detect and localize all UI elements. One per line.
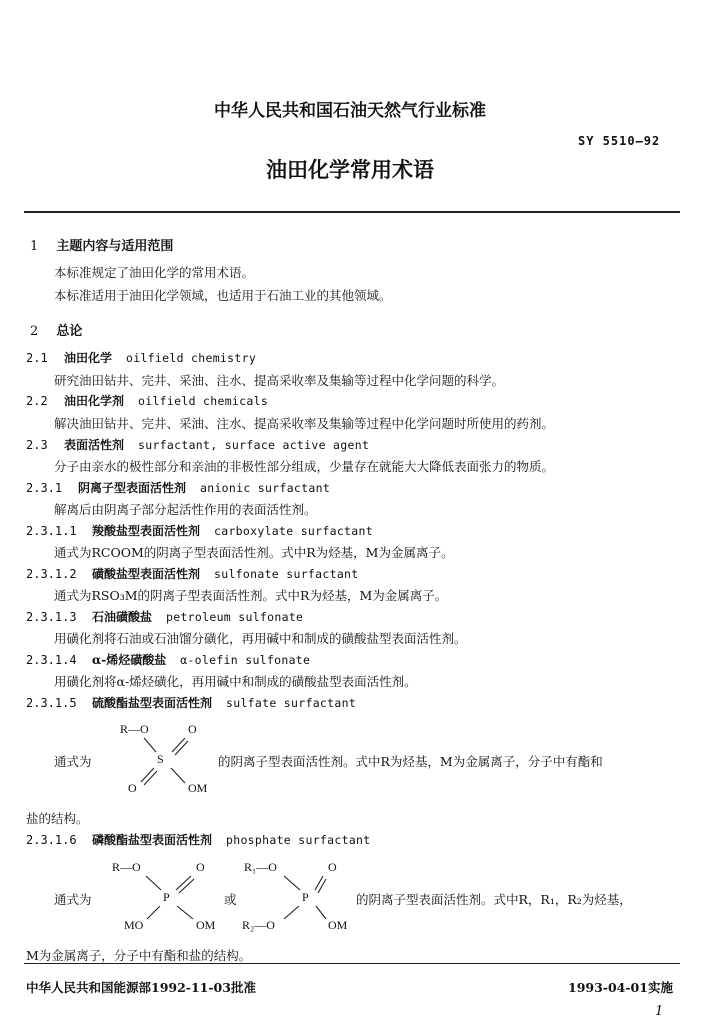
- term-definition: 用磺化剂将石油或石油馏分磺化，再用碱中和制成的磺酸盐型表面活性剂。: [54, 631, 467, 646]
- term-english: phosphate surfactant: [226, 833, 371, 847]
- bond-line: [176, 876, 191, 890]
- formula-sulfur-atom: S: [157, 752, 164, 766]
- term-number: 2.3.1.6: [26, 833, 77, 847]
- formula-description-continued: 盐的结构。: [26, 811, 89, 826]
- term-definition: 用磺化剂将α-烯烃磺化，再用碱中和制成的磺酸盐型表面活性剂。: [54, 674, 417, 689]
- section-title: 主题内容与适用范围: [56, 239, 174, 254]
- section-title: 总论: [56, 324, 83, 339]
- bond-line: [284, 876, 300, 890]
- footer-rule: [24, 963, 680, 964]
- formula-r1o-group: R₁—O: [244, 860, 277, 874]
- term-english: surfactant, surface active agent: [138, 438, 370, 452]
- formula-oxygen-top: O: [328, 860, 337, 874]
- formula-prefix: 通式为: [54, 892, 92, 907]
- bond-line: [315, 876, 323, 890]
- section-number: 1: [30, 239, 39, 254]
- term-number: 2.3.1.4: [26, 653, 77, 667]
- bond-line: [177, 906, 193, 919]
- formula-or-connector: 或: [224, 892, 237, 907]
- term-english: anionic surfactant: [200, 481, 331, 495]
- term-english: oilfield chemistry: [126, 351, 257, 365]
- term-english: sulfate surfactant: [226, 696, 357, 710]
- term-chinese: 阴离子型表面活性剂: [78, 481, 187, 495]
- term-chinese: 硫酸酯盐型表面活性剂: [92, 696, 213, 710]
- term-number: 2.3.1.5: [26, 696, 77, 710]
- industry-standard-heading: 中华人民共和国石油天然气行业标准: [214, 101, 486, 121]
- bond-line: [284, 906, 299, 919]
- term-english: petroleum sulfonate: [166, 610, 304, 624]
- term-number: 2.1: [26, 351, 48, 365]
- section-number: 2: [30, 324, 39, 339]
- formula-ro-group: R—O: [112, 860, 141, 874]
- term-definition: 分子由亲水的极性部分和亲油的非极性部分组成，少量存在就能大大降低表面张力的物质。: [54, 459, 555, 474]
- paragraph: 本标准适用于油田化学领域，也适用于石油工业的其他领域。: [54, 288, 392, 303]
- formula-phosphorus-atom: P: [163, 890, 170, 904]
- term-definition: 通式为RSO₃M的阴离子型表面活性剂。式中R为烃基，M为金属离子。: [54, 588, 448, 603]
- term-number: 2.3.1.2: [26, 567, 77, 581]
- formula-oxygen-top: O: [188, 722, 197, 736]
- page-number: 1: [655, 1004, 664, 1019]
- formula-om-group: OM: [328, 918, 348, 932]
- standard-code: SY 5510—92: [578, 134, 661, 148]
- term-number: 2.3.1: [26, 481, 63, 495]
- term-chinese: 磷酸酯盐型表面活性剂: [92, 833, 213, 847]
- formula-om-group: OM: [188, 781, 208, 795]
- term-definition: 解离后由阴离子部分起活性作用的表面活性剂。: [54, 502, 317, 517]
- bond-line: [179, 879, 194, 893]
- formula-description: 的阴离子型表面活性剂。式中R，R₁，R₂为烃基，: [356, 892, 632, 907]
- term-english: α-olefin sulfonate: [180, 653, 311, 667]
- formula-mo-group: MO: [124, 918, 144, 932]
- formula-om-group: OM: [196, 918, 216, 932]
- formula-ro-group: R—O: [120, 722, 149, 736]
- approval-note: 中华人民共和国能源部1992-11-03批准: [26, 980, 256, 995]
- term-chinese: 油田化学: [64, 351, 113, 365]
- formula-prefix: 通式为: [54, 754, 92, 769]
- formula-oxygen-bottom: O: [128, 781, 137, 795]
- term-english: oilfield chemicals: [138, 394, 269, 408]
- term-english: carboxylate surfactant: [214, 524, 373, 538]
- document-title: 油田化学常用术语: [266, 157, 434, 182]
- term-chinese: 羧酸盐型表面活性剂: [92, 524, 201, 538]
- term-number: 2.3: [26, 438, 48, 452]
- bond-line: [318, 879, 326, 893]
- term-chinese: α-烯烃磺酸盐: [92, 653, 167, 667]
- term-chinese: 表面活性剂: [64, 438, 125, 452]
- formula-oxygen-top: O: [196, 860, 205, 874]
- term-definition: 通式为RCOOM的阴离子型表面活性剂。式中R为烃基，M为金属离子。: [54, 545, 454, 560]
- term-chinese: 油田化学剂: [64, 394, 125, 408]
- effective-date: 1993-04-01实施: [568, 980, 673, 995]
- bond-line: [316, 906, 326, 919]
- term-number: 2.3.1.1: [26, 524, 77, 538]
- formula-description-continued: M为金属离子，分子中有酯和盐的结构。: [26, 948, 252, 963]
- bond-line: [146, 876, 161, 890]
- term-english: sulfonate surfactant: [214, 567, 359, 581]
- formula-description: 的阴离子型表面活性剂。式中R为烃基，M为金属离子，分子中有酯和: [218, 754, 603, 769]
- term-definition: 解决油田钻井、完井、采油、注水、提高采收率及集输等过程中化学问题时所使用的药剂。: [54, 416, 555, 431]
- bond-line: [147, 906, 160, 919]
- term-number: 2.3.1.3: [26, 610, 77, 624]
- term-chinese: 磺酸盐型表面活性剂: [92, 567, 201, 581]
- paragraph: 本标准规定了油田化学的常用术语。: [54, 265, 255, 280]
- term-definition: 研究油田钻井、完井、采油、注水、提高采收率及集输等过程中化学问题的科学。: [54, 373, 505, 388]
- formula-phosphorus-atom: P: [302, 890, 309, 904]
- term-chinese: 石油磺酸盐: [92, 610, 153, 624]
- formula-r2o-group: R₂—O: [242, 918, 275, 932]
- term-number: 2.2: [26, 394, 48, 408]
